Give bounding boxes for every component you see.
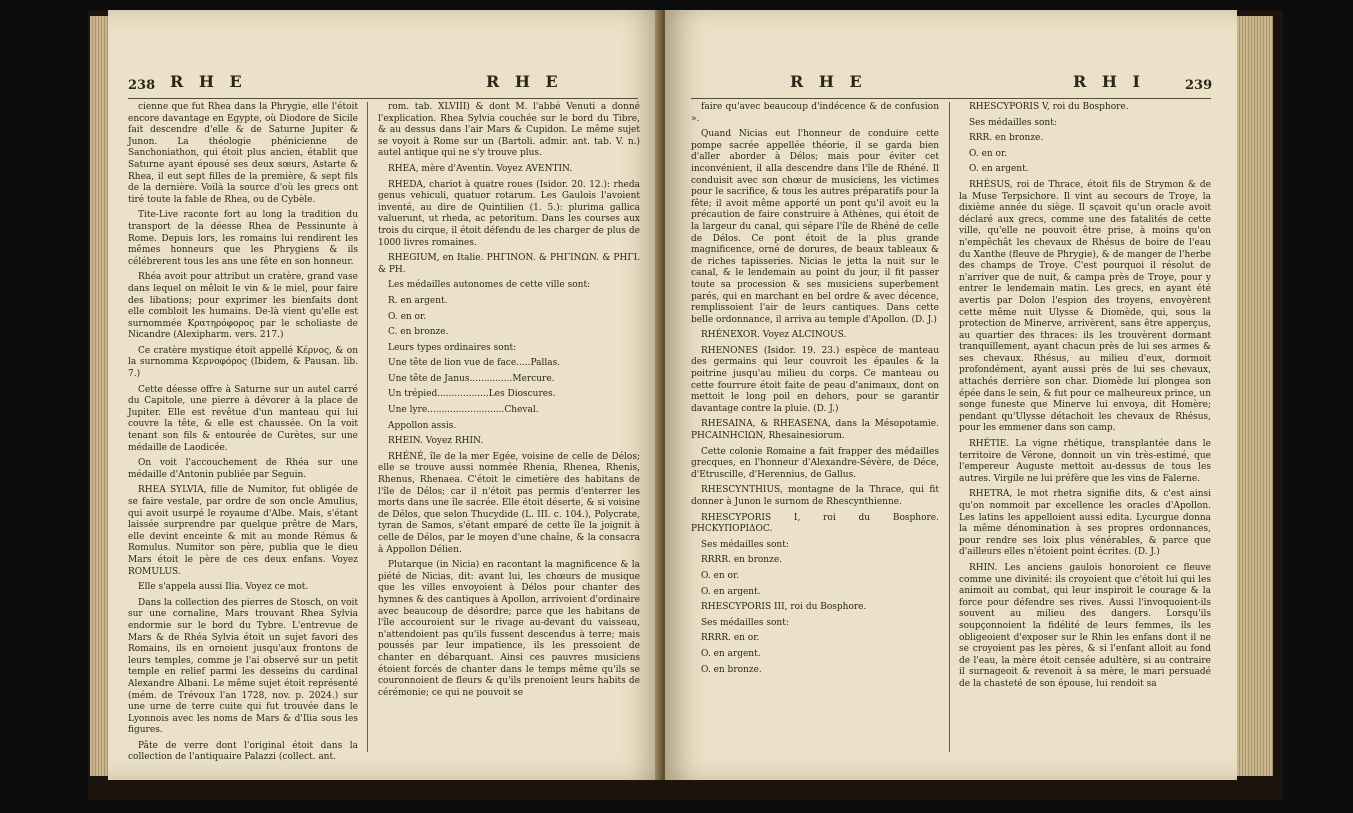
text-column-1 — [128, 102, 358, 763]
paragraph: RRR. en bronze. — [969, 133, 1044, 144]
paragraph: Quand Nicias eut l'honneur de conduire cette pompe sacrée appellée théorie, il se garda bien d'aller aborder à Délos; mais pour éviter cet inconvénient, il alla descendre dans l'île de Rhéné. Il conduisit avec son chœur de musiciens, les victimes pour le sacrifice, & tous les autres préparatifs pour la fête; il avoit même apporté un pont qu'il avoit eu la précaution de faire construire à Athènes, qui étoit de la largeur du canal, qui sépare l'île de Rhéné de celle de Délos. Ce pont étoit de la plus grande magnificence, orné de dorures, de beaux tableaux & de riches tapisseries. Nicias le jetta la nuit sur le canal, & le lendemain au point du jour, il fit passer toute sa procession & ses musiciens superbement parés, qui en marchant en bel ordre & avec décence, remplissoient l'air de leurs cantiques. Dans cette belle ordonnance, il arriva au temple d'Apollon. (D. J.) — [691, 129, 939, 325]
paragraph: O. en argent. — [969, 164, 1029, 175]
header-rule — [691, 98, 1211, 99]
paragraph: Ses médailles sont: — [969, 117, 1057, 128]
running-head: R H E — [170, 72, 247, 91]
paragraph: O. en or. — [388, 311, 427, 322]
paragraph: Cette déesse offre à Saturne sur un autel carré du Capitole, une pierre à dévorer à la place de Jupiter. Elle est revêtue d'un manteau qui lui couvre la tête, & elle est chaussée. On la voit tenant son fils & entourée de Curètes, sur une médaille de Laodicée. — [128, 384, 358, 453]
paragraph: Ce cratère mystique étoit appellé Κέρνος, & on la surnomma Κερνοφόρος (Ibidem, & Pausan. lib. 7.) — [128, 345, 358, 380]
paragraph: Cette colonie Romaine a fait frapper des médailles grecques, en l'honneur d'Alexandre-Sévère, de Déce, d'Etruscille, d'Herennius, de Gallus. — [691, 446, 939, 480]
paragraph: RHIN. Les anciens gaulois honoroient ce fleuve comme une divinité: ils croyoient que c'étoit lui qui les animoit au combat, qui leur inspiroit le courage & la force pour défendre ses rives. Aussi l'invoquoient-ils souvent au milieu des dangers. Lorsqu'ils soupçonnoient la fidélité de leurs femmes, ils les obligeoient d'exposer sur le Rhin les enfans dont il ne se croyoient pas les pères, & si l'enfant alloit au fond de l'eau, la mère étoit censée adultère, si au contraire il surnageoit & revenoit à sa mère, le mari persuadé de la chasteté de son épouse, lui rendoit sa — [959, 562, 1211, 689]
column-rule — [949, 102, 950, 752]
text-column-2 — [959, 102, 1211, 752]
paragraph: O. en argent. — [701, 648, 761, 659]
paragraph: RHESCYNTHIUS, montagne de la Thrace, qui fit donner à Junon le surnom de Rhescynthienne. — [691, 485, 939, 507]
paragraph: Leurs types ordinaires sont: — [388, 342, 517, 353]
paragraph: Plutarque (in Nicia) en racontant la magnificence & la piété de Nicias, dit: avant lui, les chœurs de musique que les villes envoyoient à Délos pour chanter des hymnes & des cantiques à Apollon, arrivoient d'ordinaire avec beaucoup de désordre; parce que les habitans de l'île accouroient sur le rivage au-devant du vaisseau, n'attendoient pas qu'ils fussent descendus à terre; mais poussés par leur impatience, ils les pressoient de chanter en débarquant. Ainsi ces pauvres musiciens étoient forcés de chanter dans le temps même qu'ils se couronnoient de fleurs & qu'ils prenoient leurs habits de cérémonie; ce qui ne pouvoit se — [378, 560, 640, 698]
header-rule — [128, 98, 638, 99]
paragraph: RHETRA, le mot rhetra signifie dits, & c'est ainsi qu'on nommoit par excellence les oracles d'Apollon. Les latins les appelloient aussi edita. Lycurgue donna la même dénomination à ses propres ordonnances, pour rendre ses loix plus vénérables, & parce que d'ailleurs elles n'étoient point écrites. (D. J.) — [959, 489, 1211, 558]
paragraph: Une lyre...........................Cheval. — [388, 405, 539, 416]
paragraph: RHENONES (Isidor. 19. 23.) espèce de manteau des germains qui leur couvroit les épaules & la poitrine jusqu'au milieu du corps. Ce manteau ou cette fourrure étoit faite de peau d'animaux, dont on mettoit le long poil en dehors, pour se garantir davantage contre la pluie. (D. J.) — [691, 345, 939, 414]
paragraph: RHÉNÉ, île de la mer Egée, voisine de celle de Délos; elle se trouve aussi nommée Rhenia, Rhenea, Rhenis, Rhenus, Rhenaea. C'étoit le cimetière des habitans de l'île de Délos; car il n'étoit pas permis d'enterrer les morts dans une île sacrée. Elle étoit déserte, & si voisine de Délos, que selon Thucydide (L. III. c. 104.), Polycrate, tyran de Samos, s'étant emparé de cette île la joignit à celle de Délos, par le moyen d'une chaîne, & la consacra à Appollon Délien. — [378, 451, 640, 555]
paragraph: Tite-Live raconte fort au long la tradition du transport de la déesse Rhea de Pessinunte à Rome. Depuis lors, les romains lui rendirent les mêmes honneurs que les Phrygiens & ils célébrerent tous les ans une fête en son honneur. — [128, 210, 358, 267]
paragraph: O. en argent. — [701, 586, 761, 597]
paragraph: faire qu'avec beaucoup d'indécence & de confusion ». — [691, 102, 939, 124]
paragraph: Un trépied..................Les Dioscures. — [388, 389, 556, 400]
running-head: R H E — [486, 72, 563, 91]
paragraph: RHESCYPORIS V, roi du Bosphore. — [969, 102, 1129, 112]
paragraph: Pâte de verre dont l'original étoit dans la collection de l'antiquaire Palazzi (collect. ant. — [128, 740, 358, 763]
paragraph: RHEIN. Voyez RHIN. — [388, 436, 484, 447]
right-page — [665, 10, 1237, 780]
paragraph: Appollon assis. — [388, 420, 457, 431]
paragraph: C. en bronze. — [388, 327, 449, 338]
running-head: R H E — [790, 72, 867, 91]
paragraph: RRRR. en or. — [701, 633, 760, 644]
paragraph: Rhéa avoit pour attribut un cratère, grand vase dans lequel on mêloit le vin & le miel, pour faire des libations; pour exprimer les bienfaits dont elle combloit les humains. De-là vient qu'elle est surnommée Κρατηρόφορος par le scholiaste de Nicandre (Alexipharm. vers. 217.) — [128, 272, 358, 341]
paragraph: RHEA SYLVIA, fille de Numitor, fut obligée de se faire vestale, par ordre de son oncle Amulius, qui avoit usurpé le royaume d'Albe. Mais, s'étant laissée surprendre par quelque prêtre de Mars, elle devint enceinte & mit au monde Rémus & Romulus. Numitor son père, publia que le dieu Mars étoit le père de ces deux enfans. Voyez ROMULUS. — [128, 485, 358, 577]
left-page — [108, 10, 662, 780]
paragraph: O. en or. — [701, 570, 740, 581]
right-fore-edge — [1237, 16, 1273, 776]
paragraph: RHÉSUS, roi de Thrace, étoit fils de Strymon & de la Muse Terpsichore. Il vint au secours de Troye, la dixième année du siège. Il sçavoit qu'un oracle avoit déclaré aux grecs, comme une des fatalités de cette ville, qu'elle ne pouvoit être prise, à moins qu'on n'empêchât les chevaux de Rhésus de boire de l'eau du Xanthe (fleuve de Phrygie), & de manger de l'herbe des champs de Troye. C'est pourquoi il résolut de n'arriver que de nuit, & campa près de Troye, pour y entrer le lendemain matin. Les grecs, en ayant été avertis par Dolon l'espion des troyens, envoyèrent cette même nuit Ulysse & Diomède, qui, sous la protection de Minerve, arrivèrent, sans être apperçus, au quartier des thraces: ils les trouvèrent dormant tranquillement, ayant chacun près de lui ses armes & ses chevaux. Rhésus, au milieu d'eux, dormoit profondément, ayant aussi près de lui ses chevaux, attachés derrière son char. Diomède lui plongea son épée dans le sein, & fut pour ce malheureux prince, un songe funeste que Minerve lui envoya, dit Homère; pendant qu'Ulysse détachoit les chevaux de Rhésus, pour les emmener dans son camp. — [959, 179, 1211, 434]
paragraph: Elle s'appela aussi Ilia. Voyez ce mot. — [138, 582, 309, 593]
paragraph: Une tête de lion vue de face.....Pallas. — [388, 358, 561, 369]
paragraph: O. en or. — [969, 148, 1008, 159]
page-number: 239 — [1185, 78, 1213, 93]
page-number: 238 — [128, 78, 156, 93]
paragraph: O. en bronze. — [701, 664, 762, 675]
paragraph: Dans la collection des pierres de Stosch, on voit sur une cornaline, Mars trouvant Rhea Sylvia endormie sur le bord du Tybre. L'entrevue de Mars & de Rhéa Sylvia étoit un sujet favori des Romains, ils en ornoient jusqu'aux frontons de leurs temples, comme je l'ai observé sur un petit temple en relief parmi les desseins du cardinal Alexandre Albani. Le même sujet étoit représenté (mém. de Trévoux l'an 1728, nov. p. 2024.) sur une urne de terre cuite qui fut trouvée dans le Lyonnois avec les noms de Mars & d'Ilia sous les figures. — [128, 597, 358, 736]
paragraph: R. en argent. — [388, 295, 448, 306]
paragraph: Ses médailles sont: — [701, 617, 789, 628]
paragraph: cienne que fut Rhea dans la Phrygie, elle l'étoit encore davantage en Egypte, où Diodore de Sicile fait descendre d'elle & de Saturne Jupiter & Junon. La théologie phénicienne de Sanchoniathon, qui étoit plus ancien, établit que Saturne ayant épousé ses deux sœurs, Astarte & Rhea, il eut sept filles de la première, & sept fils de la dernière. Voilà la source d'où les grecs ont tiré toute la fable de Rhea, ou de Cybèle. — [128, 102, 358, 205]
paragraph: rom. tab. XLVIII) & dont M. l'abbé Venuti a donné l'explication. Rhea Sylvia couchée sur le bord du Tibre, & au dessus dans l'air Mars & Cupidon. Le même sujet se voyoit à Rome sur un (Bartoli. admir. ant. tab. V. n.) autel antique qui ne s'y trouve plus. — [378, 102, 640, 159]
paragraph: RHEDA, chariot à quatre roues (Isidor. 20. 12.): rheda genus vehiculi, quatuor rotarum. Les Gaulois l'avoient inventé, au dire de Quintilien (1. 5.): plurima gallica valuerunt, ut rheda, ac petoritum. Dans les courses aux trois du cirque, il étoit défendu de les charger de plus de 1000 livres romaines. — [378, 179, 640, 248]
paragraph: Ses médailles sont: — [701, 539, 789, 550]
paragraph: Les médailles autonomes de cette ville sont: — [388, 280, 591, 291]
text-column-1 — [691, 102, 939, 752]
paragraph: RHÉTIE. La vigne rhétique, transplantée dans le territoire de Vérone, donnoit un vin très-estimé, que l'empereur Auguste mettoit au-dessus de tous les autres. Virgile ne lui préfère que les vins de Falerne. — [959, 439, 1211, 484]
paragraph: RHESAINA, & RHEASENA, dans la Mésopotamie. PHCAINHCIΩN, Rhesainesiorum. — [691, 419, 939, 442]
column-rule — [367, 102, 368, 752]
text-column-2 — [378, 102, 640, 752]
running-head: R H I — [1073, 72, 1146, 91]
paragraph: RHESCYPORIS III, roi du Bosphore. — [701, 602, 867, 613]
paragraph: RRRR. en bronze. — [701, 555, 783, 566]
paragraph: Une tête de Janus...............Mercure. — [388, 373, 555, 384]
paragraph: RHEA, mère d'Aventin. Voyez AVENTIN. — [388, 163, 573, 174]
paragraph: On voit l'accouchement de Rhéa sur une médaille d'Antonin publiée par Seguin. — [128, 458, 358, 480]
paragraph: RHÉNEXOR. Voyez ALCINOUS. — [701, 330, 847, 341]
paragraph: RHESCYPORIS I, roi du Bosphore. PHCKYΠOPIΔOC. — [691, 512, 939, 535]
paragraph: RHEGIUM, en Italie. PHΓINON. & PHΓINΩN. & PHΓI. & PH. — [378, 253, 640, 275]
